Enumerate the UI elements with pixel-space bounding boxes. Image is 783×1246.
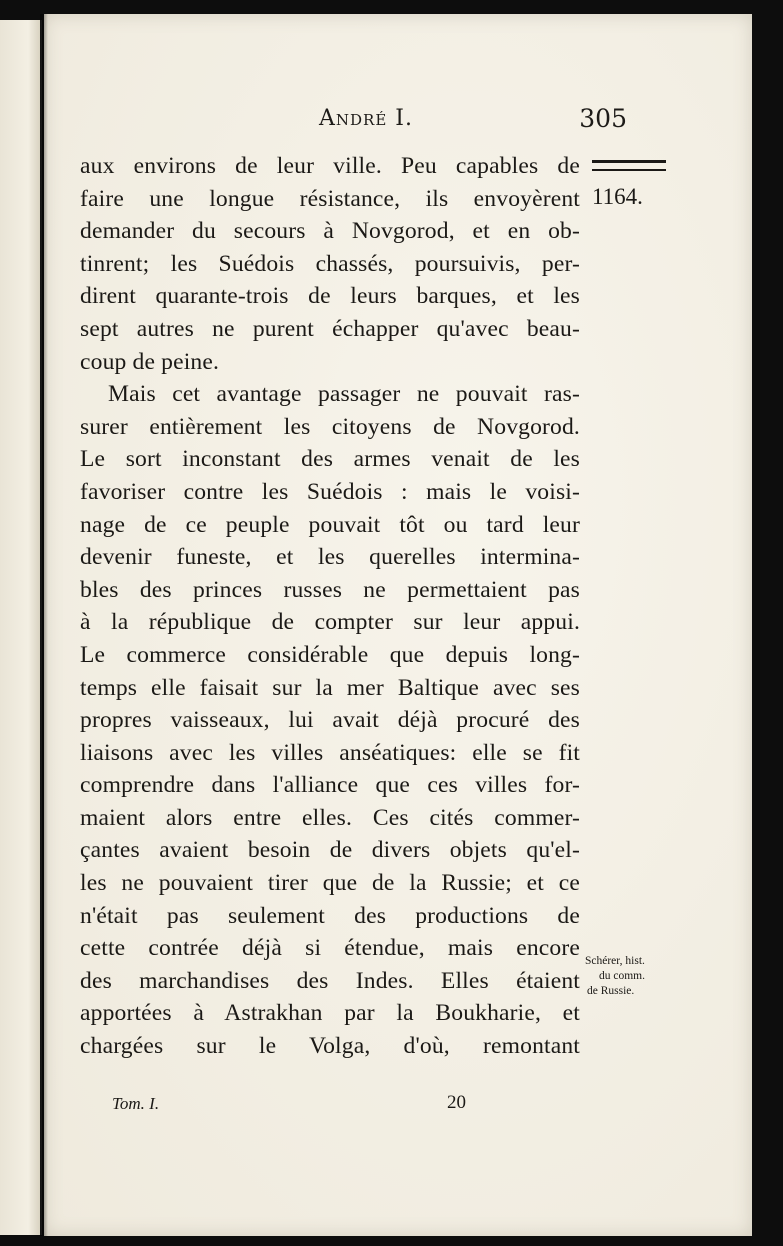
text-line: sept autres ne purent échapper qu'avec beau- bbox=[80, 315, 580, 342]
text-line: Le commerce considérable que depuis long- bbox=[80, 641, 580, 668]
volume-signature: Tom. I. bbox=[112, 1094, 160, 1113]
text-line: bles des princes russes ne permettaient pas bbox=[80, 576, 580, 603]
body-text bbox=[80, 150, 580, 1063]
text-line: tinrent; les Suédois chassés, poursuivis, per- bbox=[80, 250, 580, 277]
text-line: cette contrée déjà si étendue, mais encore bbox=[80, 935, 580, 962]
page-number: 305 bbox=[579, 104, 627, 133]
margin-year: 1164. bbox=[592, 184, 643, 209]
citation-line: du comm. bbox=[599, 970, 645, 982]
text-line: n'était pas seulement des productions de bbox=[80, 902, 580, 929]
text-line: temps elle faisait sur la mer Baltique avec ses bbox=[80, 674, 580, 701]
margin-citation bbox=[585, 954, 675, 999]
text-line: coup de peine. bbox=[80, 348, 220, 375]
text-line: surer entièrement les citoyens de Novgorod. bbox=[80, 413, 580, 440]
citation-line: de Russie. bbox=[587, 985, 635, 997]
text-line: faire une longue résistance, ils envoyèrent bbox=[80, 185, 580, 212]
text-line: liaisons avec les villes anséatiques: elle se fit bbox=[80, 739, 580, 766]
text-line: comprendre dans l'alliance que ces villes for- bbox=[80, 772, 580, 799]
text-line: nage de ce peuple pouvait tôt ou tard leur bbox=[80, 511, 580, 538]
text-line: dirent quarante-trois de leurs barques, et les bbox=[80, 283, 580, 310]
citation-line: Schérer, hist. bbox=[585, 955, 645, 967]
text-line: devenir funeste, et les querelles intermina- bbox=[80, 544, 580, 571]
text-line: chargées sur le Volga, d'où, remontant bbox=[80, 1033, 580, 1060]
book-page bbox=[44, 14, 752, 1236]
text-line: à la république de compter sur leur appui. bbox=[80, 609, 580, 636]
text-line: çantes avaient besoin de divers objets qu'el- bbox=[80, 837, 580, 864]
text-line: Le sort inconstant des armes venait de les bbox=[80, 446, 580, 473]
text-line: favoriser contre les Suédois : mais le voisi- bbox=[80, 478, 580, 505]
text-line: Mais cet avantage passager ne pouvait ras- bbox=[108, 381, 580, 408]
text-line: maient alors entre elles. Ces cités commer- bbox=[80, 804, 580, 831]
text-line: demander du secours à Novgorod, et en ob- bbox=[80, 218, 580, 245]
text-line: des marchandises des Indes. Elles étaient bbox=[80, 967, 580, 994]
spine-shadow bbox=[40, 14, 48, 1236]
margin-rule bbox=[592, 160, 666, 171]
text-line: propres vaisseaux, lui avait déjà procuré des bbox=[80, 707, 580, 734]
page-header bbox=[94, 106, 639, 140]
text-line: aux environs de leur ville. Peu capables de bbox=[80, 153, 580, 179]
text-line: les ne pouvaient tirer que de la Russie; et ce bbox=[80, 870, 580, 897]
signature-number: 20 bbox=[447, 1092, 466, 1113]
running-title: André I. bbox=[319, 106, 413, 131]
left-page-edge bbox=[0, 20, 42, 1235]
text-line: apportées à Astrakhan par la Boukharie, et bbox=[80, 1000, 580, 1027]
